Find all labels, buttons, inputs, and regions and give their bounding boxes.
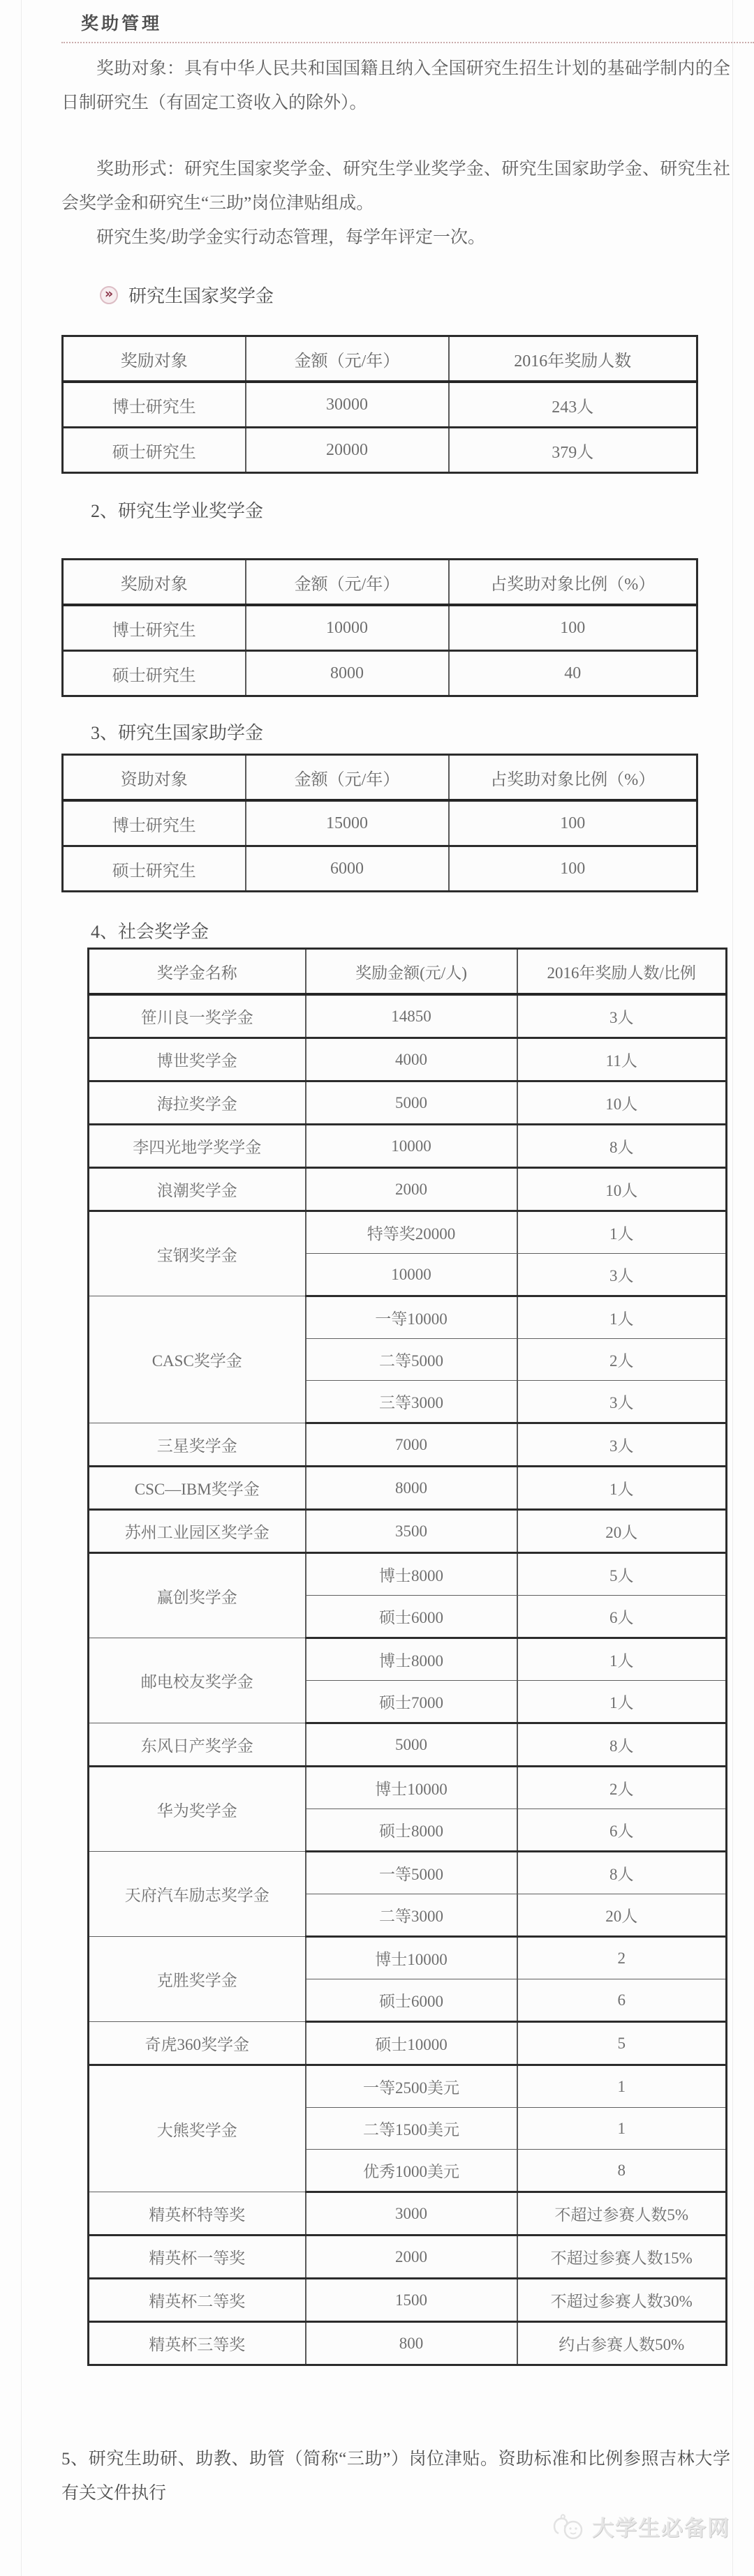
table-cell: 8000 bbox=[306, 1467, 517, 1510]
table-row bbox=[89, 2322, 727, 2365]
table-cell: 2人 bbox=[517, 1339, 727, 1381]
social-scholarship-table bbox=[87, 948, 727, 2366]
table-cell: 精英杯一等奖 bbox=[89, 2236, 306, 2279]
table-cell: 7000 bbox=[306, 1423, 517, 1467]
table-cell: 硕士研究生 bbox=[63, 651, 246, 696]
page-title: 奖助管理 bbox=[81, 15, 163, 33]
table-cell: 浪潮奖学金 bbox=[89, 1168, 306, 1211]
table-cell: 8人 bbox=[517, 1852, 727, 1894]
table-cell: 博士8000 bbox=[306, 1553, 517, 1596]
table-cell: 博士研究生 bbox=[63, 605, 246, 651]
table-cell: 100 bbox=[449, 846, 697, 892]
table-cell: 硕士6000 bbox=[306, 1596, 517, 1638]
table-cell: 14850 bbox=[306, 994, 517, 1038]
intro-paragraphs bbox=[61, 52, 730, 255]
table-cell: 邮电校友奖学金 bbox=[89, 1638, 306, 1723]
table-cell: 赢创奖学金 bbox=[89, 1553, 306, 1638]
table-cell: 博世奖学金 bbox=[89, 1038, 306, 1081]
column-header-cell: 奖励金额(元/人) bbox=[306, 949, 517, 995]
table-row bbox=[63, 605, 697, 651]
table-cell: 1500 bbox=[306, 2279, 517, 2322]
table-cell: 精英杯三等奖 bbox=[89, 2322, 306, 2365]
table-cell: 硕士8000 bbox=[306, 1809, 517, 1852]
table-cell: 硕士6000 bbox=[306, 1979, 517, 2022]
table-cell: 李四光地学奖学金 bbox=[89, 1125, 306, 1168]
table-cell: 博士8000 bbox=[306, 1638, 517, 1681]
table-cell: 1人 bbox=[517, 1681, 727, 1723]
column-header-cell: 奖学金名称 bbox=[89, 949, 306, 995]
table-cell: 2000 bbox=[306, 2236, 517, 2279]
table-cell: 约占参赛人数50% bbox=[517, 2322, 727, 2365]
column-header-cell: 金额（元/年） bbox=[246, 755, 449, 801]
column-header-cell: 2016年奖励人数 bbox=[449, 336, 697, 382]
table-cell: 8000 bbox=[246, 651, 449, 696]
table-row bbox=[89, 1081, 727, 1125]
table-header-row bbox=[63, 755, 697, 801]
table-cell: 不超过参赛人数30% bbox=[517, 2279, 727, 2322]
table-cell: 2人 bbox=[517, 1767, 727, 1809]
table-row bbox=[89, 2279, 727, 2322]
table-row bbox=[63, 846, 697, 892]
table-cell: CSC—IBM奖学金 bbox=[89, 1467, 306, 1510]
section-heading-national-grant: 3、研究生国家助学金 bbox=[91, 723, 264, 743]
table-cell: 三星奖学金 bbox=[89, 1423, 306, 1467]
table-cell: 6人 bbox=[517, 1809, 727, 1852]
table-row bbox=[89, 1937, 727, 1979]
table-cell: 3人 bbox=[517, 1423, 727, 1467]
table-row bbox=[63, 800, 697, 846]
table-cell: 1 bbox=[517, 2065, 727, 2108]
column-header-cell: 资助对象 bbox=[63, 755, 246, 801]
table-row bbox=[63, 651, 697, 696]
page-edge-line-left bbox=[21, 0, 22, 2576]
table-cell: 华为奖学金 bbox=[89, 1767, 306, 1852]
table-row bbox=[63, 382, 697, 428]
table-row bbox=[89, 1553, 727, 1596]
column-header-cell: 金额（元/年） bbox=[246, 560, 449, 606]
table-cell: 1人 bbox=[517, 1211, 727, 1254]
table-cell: 2 bbox=[517, 1937, 727, 1979]
table-cell: 硕士7000 bbox=[306, 1681, 517, 1723]
table-cell: 20000 bbox=[246, 428, 449, 473]
table-cell: 100 bbox=[449, 605, 697, 651]
table-cell: 三等3000 bbox=[306, 1381, 517, 1423]
paragraph-dynamic-management: 研究生奖/助学金实行动态管理，每学年评定一次。 bbox=[96, 228, 485, 247]
table-cell: 11人 bbox=[517, 1038, 727, 1081]
table-cell: 奇虎360奖学金 bbox=[89, 2022, 306, 2065]
table-row bbox=[89, 1125, 727, 1168]
table-cell: 克胜奖学金 bbox=[89, 1937, 306, 2022]
table-cell: 243人 bbox=[449, 382, 697, 428]
table-row bbox=[89, 1638, 727, 1681]
page-edge-line-right bbox=[732, 0, 733, 2576]
table-cell: 10000 bbox=[306, 1125, 517, 1168]
table-row bbox=[89, 2065, 727, 2108]
table-row bbox=[89, 1423, 727, 1467]
table-cell: 2000 bbox=[306, 1168, 517, 1211]
table-header-row bbox=[63, 336, 697, 382]
table-cell: 30000 bbox=[246, 382, 449, 428]
table-cell: 40 bbox=[449, 651, 697, 696]
table-row bbox=[89, 2192, 727, 2236]
table-cell: 3500 bbox=[306, 1510, 517, 1553]
table-cell: 1 bbox=[517, 2108, 727, 2150]
table-cell: 博士研究生 bbox=[63, 382, 246, 428]
table-cell: 10人 bbox=[517, 1081, 727, 1125]
table-cell: 大熊奖学金 bbox=[89, 2065, 306, 2192]
watermark-text: 大学生必备网 bbox=[592, 2516, 730, 2540]
table-row bbox=[89, 2236, 727, 2279]
column-header-cell: 奖励对象 bbox=[63, 336, 246, 382]
table-cell: 20人 bbox=[517, 1894, 727, 1937]
table-row bbox=[89, 994, 727, 1038]
table-cell: 1人 bbox=[517, 1296, 727, 1339]
column-header-cell: 占奖助对象比例（%） bbox=[449, 560, 697, 606]
table-cell: 宝钢奖学金 bbox=[89, 1211, 306, 1296]
table-cell: 800 bbox=[306, 2322, 517, 2365]
column-header-cell: 奖励对象 bbox=[63, 560, 246, 606]
table-cell: 20人 bbox=[517, 1510, 727, 1553]
table-cell: 笹川良一奖学金 bbox=[89, 994, 306, 1038]
header-divider bbox=[61, 42, 754, 43]
table-cell: 5000 bbox=[306, 1081, 517, 1125]
table-cell: 硕士研究生 bbox=[63, 428, 246, 473]
table-row bbox=[89, 1510, 727, 1553]
section-heading-national-scholarship bbox=[100, 282, 274, 308]
table-cell: 6000 bbox=[246, 846, 449, 892]
table-cell: 二等3000 bbox=[306, 1894, 517, 1937]
column-header-cell: 2016年奖励人数/比例 bbox=[517, 949, 727, 995]
table-cell: 不超过参赛人数15% bbox=[517, 2236, 727, 2279]
table-cell: 3人 bbox=[517, 994, 727, 1038]
table-cell: 1人 bbox=[517, 1638, 727, 1681]
table-cell: 不超过参赛人数5% bbox=[517, 2192, 727, 2236]
table-cell: 3人 bbox=[517, 1381, 727, 1423]
table-cell: 天府汽车励志奖学金 bbox=[89, 1852, 306, 1937]
bullet-arrow-icon: » bbox=[100, 286, 118, 304]
table-cell: 10人 bbox=[517, 1168, 727, 1211]
table-cell: 博士10000 bbox=[306, 1767, 517, 1809]
table-cell: 379人 bbox=[449, 428, 697, 473]
table-cell: 10000 bbox=[306, 1254, 517, 1296]
table-cell: 5000 bbox=[306, 1723, 517, 1767]
table-row bbox=[89, 1038, 727, 1081]
table-cell: 一等2500美元 bbox=[306, 2065, 517, 2108]
table-cell: 特等奖20000 bbox=[306, 1211, 517, 1254]
footer-note-san-zhu: 5、研究生助研、助教、助管（简称“三助”）岗位津贴。资助标准和比例参照吉林大学有关文件执行 bbox=[61, 2450, 730, 2503]
table-header-row bbox=[63, 560, 697, 606]
column-header-cell: 占奖助对象比例（%） bbox=[449, 755, 697, 801]
table-cell: 海拉奖学金 bbox=[89, 1081, 306, 1125]
table-cell: 二等5000 bbox=[306, 1339, 517, 1381]
table-cell: 博士10000 bbox=[306, 1937, 517, 1979]
paragraph-funding-target: 奖助对象：具有中华人民共和国国籍且纳入全国研究生招生计划的基础学制内的全日制研究生（有固定工资收入的除外）。 bbox=[61, 59, 730, 112]
watermark bbox=[552, 2510, 730, 2542]
table-cell: 一等10000 bbox=[306, 1296, 517, 1339]
table-cell: 5 bbox=[517, 2022, 727, 2065]
table-cell: 8人 bbox=[517, 1125, 727, 1168]
table-cell: 100 bbox=[449, 800, 697, 846]
table-cell: 4000 bbox=[306, 1038, 517, 1081]
table-cell: 3000 bbox=[306, 2192, 517, 2236]
table-row bbox=[89, 1723, 727, 1767]
table-row bbox=[89, 1168, 727, 1211]
table-cell: 8 bbox=[517, 2150, 727, 2192]
academic-scholarship-table bbox=[61, 558, 698, 697]
table-cell: 6人 bbox=[517, 1596, 727, 1638]
table-cell: 优秀1000美元 bbox=[306, 2150, 517, 2192]
table-row bbox=[89, 2022, 727, 2065]
table-cell: 8人 bbox=[517, 1723, 727, 1767]
table-cell: 精英杯二等奖 bbox=[89, 2279, 306, 2322]
section-heading-academic-scholarship: 2、研究生学业奖学金 bbox=[91, 501, 264, 521]
table-cell: 精英杯特等奖 bbox=[89, 2192, 306, 2236]
table-cell: 15000 bbox=[246, 800, 449, 846]
mascot-logo-icon bbox=[552, 2513, 586, 2540]
table-cell: 一等5000 bbox=[306, 1852, 517, 1894]
table-cell: 苏州工业园区奖学金 bbox=[89, 1510, 306, 1553]
national-scholarship-table bbox=[61, 335, 698, 474]
table-cell: 6 bbox=[517, 1979, 727, 2022]
table-cell: 3人 bbox=[517, 1254, 727, 1296]
national-grant-table bbox=[61, 754, 698, 892]
section-title-national-scholarship: 研究生国家奖学金 bbox=[128, 286, 274, 306]
table-cell: 硕士研究生 bbox=[63, 846, 246, 892]
table-cell: CASC奖学金 bbox=[89, 1296, 306, 1423]
paragraph-funding-forms: 奖助形式：研究生国家奖学金、研究生学业奖学金、研究生国家助学金、研究生社会奖学金和研究生“三助”岗位津贴组成。 bbox=[61, 160, 730, 213]
table-cell: 10000 bbox=[246, 605, 449, 651]
table-header-row bbox=[89, 949, 727, 995]
table-cell: 博士研究生 bbox=[63, 800, 246, 846]
section-heading-social-scholarship: 4、社会奖学金 bbox=[91, 922, 209, 942]
table-cell: 1人 bbox=[517, 1467, 727, 1510]
table-row bbox=[89, 1767, 727, 1809]
table-row bbox=[89, 1852, 727, 1894]
table-row bbox=[89, 1467, 727, 1510]
table-cell: 东风日产奖学金 bbox=[89, 1723, 306, 1767]
table-cell: 硕士10000 bbox=[306, 2022, 517, 2065]
table-cell: 5人 bbox=[517, 1553, 727, 1596]
column-header-cell: 金额（元/年） bbox=[246, 336, 449, 382]
table-cell: 二等1500美元 bbox=[306, 2108, 517, 2150]
table-row bbox=[89, 1211, 727, 1254]
table-row bbox=[63, 428, 697, 473]
table-row bbox=[89, 1296, 727, 1339]
